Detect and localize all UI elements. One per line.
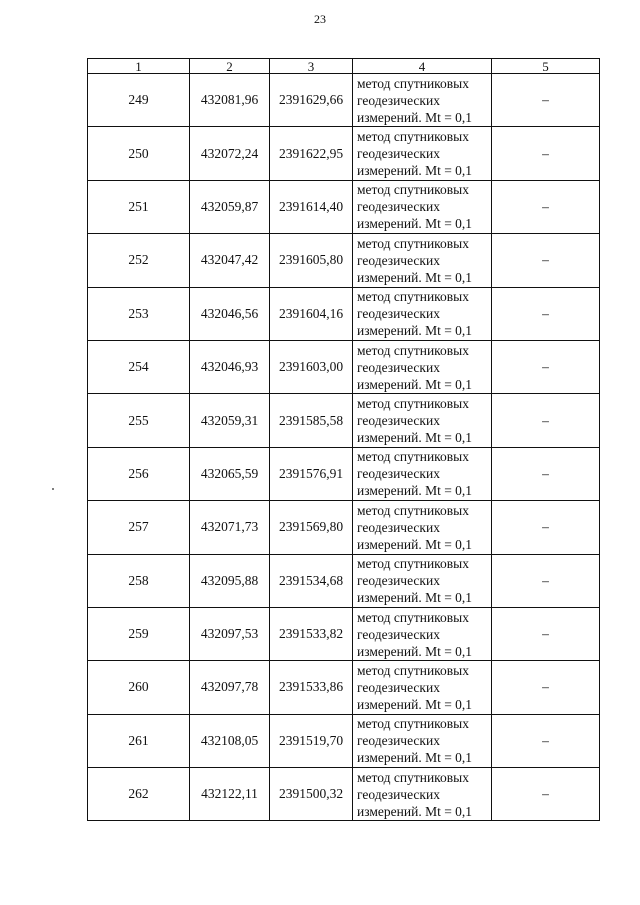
page-number: 23 xyxy=(314,12,326,26)
method-line: измерений. Mt = 0,1 xyxy=(357,590,473,606)
table-row xyxy=(88,447,600,500)
note-cell: – xyxy=(492,394,600,447)
x-coordinate-cell: 432095,88 xyxy=(190,554,270,607)
table-row xyxy=(88,607,600,660)
y-coordinate-cell: 2391604,16 xyxy=(270,287,353,340)
method-line: геодезических xyxy=(357,626,440,642)
y-coordinate-cell: 2391500,32 xyxy=(270,768,353,821)
y-coordinate-cell: 2391533,86 xyxy=(270,661,353,714)
method-line: метод спутниковых xyxy=(357,182,469,198)
method-line: геодезических xyxy=(357,786,440,802)
method-line: метод спутниковых xyxy=(357,235,469,251)
table-header-row xyxy=(88,59,600,74)
method-line: геодезических xyxy=(357,199,440,215)
table-row xyxy=(88,340,600,393)
point-number-cell: 250 xyxy=(88,127,190,180)
method-line: измерений. Mt = 0,1 xyxy=(357,163,473,179)
x-coordinate-cell: 432097,53 xyxy=(190,607,270,660)
method-line: геодезических xyxy=(357,252,440,268)
method-cell xyxy=(353,340,492,393)
method-line: измерений. Mt = 0,1 xyxy=(357,109,473,125)
x-coordinate-cell: 432059,87 xyxy=(190,180,270,233)
method-cell xyxy=(353,447,492,500)
y-coordinate-cell: 2391629,66 xyxy=(270,74,353,127)
note-cell: – xyxy=(492,768,600,821)
note-cell: – xyxy=(492,180,600,233)
note-cell: – xyxy=(492,74,600,127)
method-line: измерений. Mt = 0,1 xyxy=(357,803,473,819)
method-line: метод спутниковых xyxy=(357,396,469,412)
table-row xyxy=(88,554,600,607)
table-row xyxy=(88,661,600,714)
point-number-cell: 259 xyxy=(88,607,190,660)
method-line: метод спутниковых xyxy=(357,129,469,145)
column-header-2: 2 xyxy=(190,59,270,74)
method-cell xyxy=(353,607,492,660)
x-coordinate-cell: 432122,11 xyxy=(190,768,270,821)
method-line: геодезических xyxy=(357,519,440,535)
x-coordinate-cell: 432072,24 xyxy=(190,127,270,180)
x-coordinate-cell: 432097,78 xyxy=(190,661,270,714)
method-line: геодезических xyxy=(357,733,440,749)
method-line: метод спутниковых xyxy=(357,449,469,465)
y-coordinate-cell: 2391585,58 xyxy=(270,394,353,447)
y-coordinate-cell: 2391519,70 xyxy=(270,714,353,767)
method-line: измерений. Mt = 0,1 xyxy=(357,269,473,285)
x-coordinate-cell: 432081,96 xyxy=(190,74,270,127)
table-row xyxy=(88,768,600,821)
table-row xyxy=(88,287,600,340)
method-line: геодезических xyxy=(357,679,440,695)
method-line: геодезических xyxy=(357,413,440,429)
method-line: измерений. Mt = 0,1 xyxy=(357,643,473,659)
method-line: метод спутниковых xyxy=(357,556,469,572)
point-number-cell: 256 xyxy=(88,447,190,500)
x-coordinate-cell: 432071,73 xyxy=(190,501,270,554)
table-row xyxy=(88,501,600,554)
x-coordinate-cell: 432046,56 xyxy=(190,287,270,340)
x-coordinate-cell: 432108,05 xyxy=(190,714,270,767)
column-header-3: 3 xyxy=(270,59,353,74)
table-row xyxy=(88,74,600,127)
method-line: метод спутниковых xyxy=(357,662,469,678)
method-line: измерений. Mt = 0,1 xyxy=(357,430,473,446)
method-cell xyxy=(353,127,492,180)
note-cell: – xyxy=(492,501,600,554)
method-line: геодезических xyxy=(357,573,440,589)
method-line: измерений. Mt = 0,1 xyxy=(357,696,473,712)
note-cell: – xyxy=(492,340,600,393)
method-line: измерений. Mt = 0,1 xyxy=(357,750,473,766)
y-coordinate-cell: 2391533,82 xyxy=(270,607,353,660)
y-coordinate-cell: 2391614,40 xyxy=(270,180,353,233)
y-coordinate-cell: 2391569,80 xyxy=(270,501,353,554)
point-number-cell: 255 xyxy=(88,394,190,447)
column-header-4: 4 xyxy=(353,59,492,74)
method-cell xyxy=(353,180,492,233)
stray-mark xyxy=(52,488,54,490)
point-number-cell: 249 xyxy=(88,74,190,127)
note-cell: – xyxy=(492,607,600,660)
note-cell: – xyxy=(492,554,600,607)
method-line: метод спутниковых xyxy=(357,502,469,518)
point-number-cell: 254 xyxy=(88,340,190,393)
method-line: метод спутниковых xyxy=(357,609,469,625)
method-cell xyxy=(353,661,492,714)
method-line: метод спутниковых xyxy=(357,75,469,91)
y-coordinate-cell: 2391603,00 xyxy=(270,340,353,393)
coordinates-table xyxy=(87,58,600,821)
point-number-cell: 262 xyxy=(88,768,190,821)
point-number-cell: 257 xyxy=(88,501,190,554)
x-coordinate-cell: 432046,93 xyxy=(190,340,270,393)
method-cell xyxy=(353,234,492,287)
method-cell xyxy=(353,394,492,447)
method-line: геодезических xyxy=(357,146,440,162)
method-line: метод спутниковых xyxy=(357,289,469,305)
method-cell xyxy=(353,768,492,821)
y-coordinate-cell: 2391605,80 xyxy=(270,234,353,287)
x-coordinate-cell: 432059,31 xyxy=(190,394,270,447)
method-line: геодезических xyxy=(357,466,440,482)
point-number-cell: 261 xyxy=(88,714,190,767)
method-cell xyxy=(353,501,492,554)
method-line: измерений. Mt = 0,1 xyxy=(357,216,473,232)
method-line: измерений. Mt = 0,1 xyxy=(357,536,473,552)
column-header-1: 1 xyxy=(88,59,190,74)
point-number-cell: 258 xyxy=(88,554,190,607)
point-number-cell: 253 xyxy=(88,287,190,340)
note-cell: – xyxy=(492,287,600,340)
method-line: метод спутниковых xyxy=(357,769,469,785)
table-row xyxy=(88,234,600,287)
x-coordinate-cell: 432047,42 xyxy=(190,234,270,287)
table-row xyxy=(88,127,600,180)
table-row xyxy=(88,714,600,767)
note-cell: – xyxy=(492,234,600,287)
column-header-5: 5 xyxy=(492,59,600,74)
method-line: метод спутниковых xyxy=(357,342,469,358)
method-line: измерений. Mt = 0,1 xyxy=(357,483,473,499)
point-number-cell: 251 xyxy=(88,180,190,233)
point-number-cell: 252 xyxy=(88,234,190,287)
method-line: измерений. Mt = 0,1 xyxy=(357,376,473,392)
method-line: метод спутниковых xyxy=(357,716,469,732)
note-cell: – xyxy=(492,714,600,767)
y-coordinate-cell: 2391622,95 xyxy=(270,127,353,180)
y-coordinate-cell: 2391534,68 xyxy=(270,554,353,607)
method-cell xyxy=(353,554,492,607)
method-line: геодезических xyxy=(357,92,440,108)
table-row xyxy=(88,394,600,447)
method-line: измерений. Mt = 0,1 xyxy=(357,323,473,339)
note-cell: – xyxy=(492,661,600,714)
method-line: геодезических xyxy=(357,306,440,322)
x-coordinate-cell: 432065,59 xyxy=(190,447,270,500)
note-cell: – xyxy=(492,447,600,500)
method-line: геодезических xyxy=(357,359,440,375)
table-row xyxy=(88,180,600,233)
method-cell xyxy=(353,74,492,127)
point-number-cell: 260 xyxy=(88,661,190,714)
method-cell xyxy=(353,714,492,767)
y-coordinate-cell: 2391576,91 xyxy=(270,447,353,500)
note-cell: – xyxy=(492,127,600,180)
method-cell xyxy=(353,287,492,340)
